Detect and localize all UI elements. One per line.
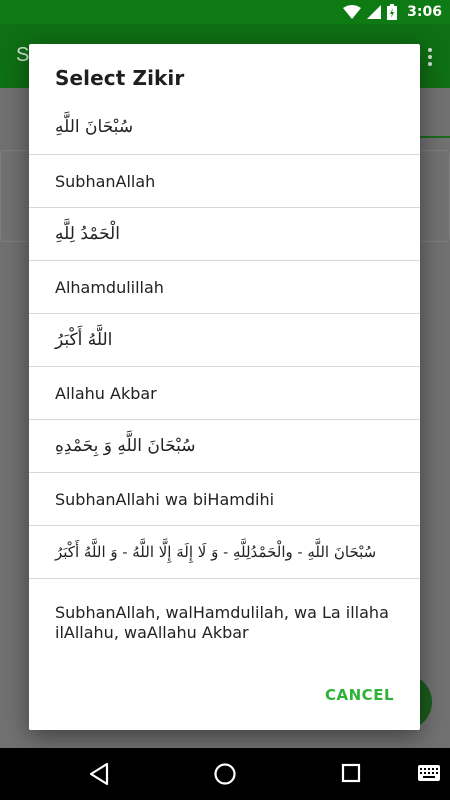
navigation-bar: [0, 748, 450, 800]
zikir-option-label: سُبْحَانَ اللَّهِ: [55, 117, 134, 137]
zikir-option-label: الْحَمْدُ لِلَّهِ: [55, 224, 120, 244]
zikir-list[interactable]: [29, 100, 420, 712]
zikir-option-label: SubhanAllahi wa biHamdihi: [55, 489, 275, 509]
recents-icon[interactable]: [341, 762, 361, 791]
zikir-option[interactable]: [29, 155, 420, 208]
zikir-option[interactable]: [29, 367, 420, 420]
select-zikir-dialog: [29, 44, 420, 730]
zikir-option[interactable]: [29, 100, 420, 155]
zikir-option[interactable]: [29, 473, 420, 526]
zikir-option[interactable]: [29, 579, 420, 668]
app-title: S: [16, 44, 30, 66]
zikir-option-label: SubhanAllah, walHamdulilah, wa La illaha ilAllahu, waAllahu Akbar: [55, 603, 389, 642]
zikir-option[interactable]: [29, 208, 420, 261]
back-icon[interactable]: [88, 762, 110, 791]
home-icon[interactable]: [213, 762, 237, 791]
zikir-option[interactable]: [29, 314, 420, 367]
zikir-option[interactable]: [29, 261, 420, 314]
dialog-actions: [29, 666, 420, 730]
zikir-option-label: اللَّهُ أَكْبَرُ: [55, 330, 113, 350]
signal-icon: [367, 5, 381, 19]
battery-charging-icon: [387, 4, 397, 20]
status-bar: [0, 0, 450, 24]
zikir-option[interactable]: [29, 526, 420, 579]
wifi-icon: [343, 5, 361, 19]
zikir-option-label: سُبْحَانَ اللَّهِ - والْحَمْدُلِلَّهِ - وَ لَا إِلَهَ إِلَّا اللَّهُ - وَ اللَّهُ أَكْبَرُ: [55, 543, 377, 561]
zikir-option-label: سُبْحَانَ اللَّهِ وَ بِحَمْدِهِ: [55, 436, 196, 456]
tab-indicator: [420, 136, 450, 138]
dialog-title: Select Zikir: [55, 66, 185, 90]
zikir-option-label: SubhanAllah: [55, 171, 156, 191]
zikir-option-label: Allahu Akbar: [55, 383, 157, 403]
status-time: 3:06: [407, 4, 442, 20]
zikir-option[interactable]: [29, 420, 420, 473]
keyboard-icon[interactable]: [418, 765, 440, 786]
cancel-button[interactable]: CANCEL: [325, 686, 394, 704]
overflow-menu-icon: [428, 48, 432, 66]
zikir-option-label: Alhamdulillah: [55, 277, 164, 297]
